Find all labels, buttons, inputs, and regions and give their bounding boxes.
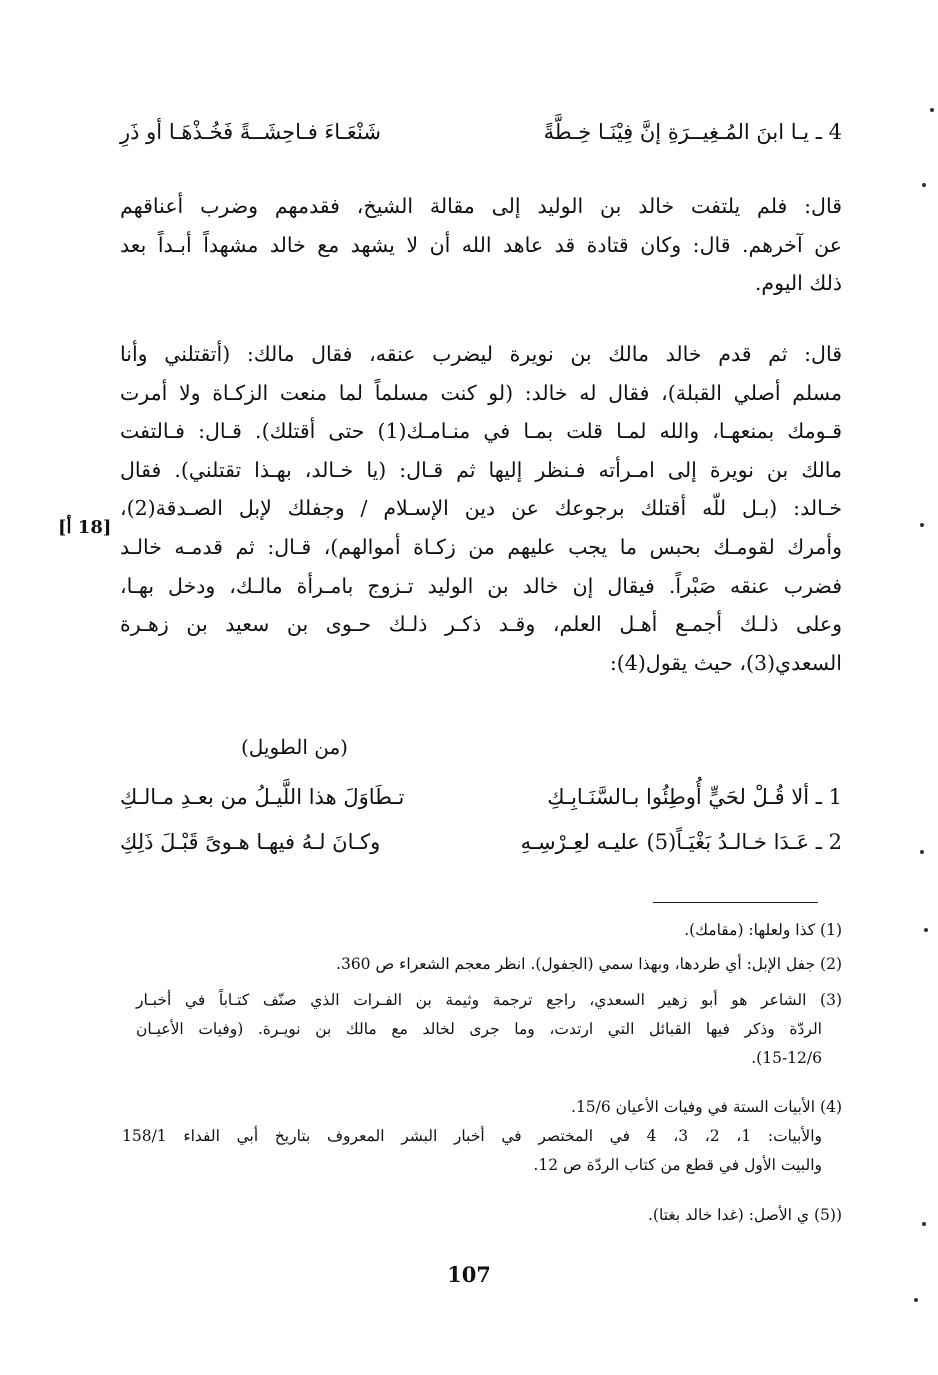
paragraph-2-line: قـومك بمنعهـا، والله لمـا قلت بمـا في منـامـك(1) حتى أقتلك). قـال: فـالتفت (120, 419, 843, 444)
scan-speck (922, 183, 926, 187)
footnote-line: (1) كذا ولعلها: (مقامك). (684, 921, 842, 939)
paragraph-1 (120, 187, 842, 303)
paragraph-2-line: فضرب عنقه صَبْراً. فيقال إن خالد بن الوليد تـزوج بامـرأة مالـك، ودخل بهـا، (120, 573, 842, 598)
verse-4 (120, 120, 842, 160)
paragraph-2-line: مسلم أصلي القبلة)، فقال له خالد: (لو كنت مسلماً لما منعت الزكـاة ولا أمرت (120, 380, 842, 405)
verse-2-first-hemistich: 2 ـ عَـدَا خـالـدُ بَغْيَـاً(5) عليـه لعِـرْسِـهِ (520, 830, 842, 854)
paragraph-1-line: قال: فلم يلتفت خالد بن الوليد إلى مقالة الشيخ، فقدمهم وضرب أعناقهم (120, 194, 842, 218)
paragraph-2 (120, 335, 842, 682)
footnote-5 (136, 1201, 842, 1230)
paragraph-2-line: وعلى ذلـك أجمـع أهـل العلم، وقـد ذكـر ذلـك حـوى بن سعيد بن زهـرة (120, 612, 842, 637)
paragraph-2-line: مالك بن نويرة إلى امـرأته فـنظر إليها ثم قـال: (يا خـالد، بهـذا تقتلني). فقال (120, 457, 842, 482)
margin-folio-reference: [18 أ] (58, 517, 112, 538)
scan-speck (920, 850, 924, 854)
paragraph-2-line: وأمرك لقومـك بحبس ما يجب عليهم من زكـاة أموالهم)، قـال: ثم قدمـه خالـد (120, 534, 842, 559)
verse-4-first-hemistich: 4 ـ يـا ابنَ المُـغِيــرَةِ إنَّ فِيْنَـا خِـطَّةً (543, 120, 842, 144)
scan-speck (914, 1298, 918, 1302)
footnote-line: (4) الأبيات الستة في وفيات الأعيان 15/6. (571, 1098, 842, 1116)
verse-1-second-hemistich: تـطَاوَلَ هذا اللَّيـلُ من بعـدِ مـالـكِ (120, 785, 405, 809)
footnote-3 (136, 986, 842, 1073)
footnote-line: والأبيات: 1، 2، 3، 4 في المختصر في أخبار البشر المعروف بتاريخ أبي الفداء 158/1 (122, 1127, 823, 1145)
footnote-line: 15-12/6). (751, 1049, 822, 1067)
verse-2 (120, 830, 842, 870)
paragraph-1-line: ذلك اليوم. (754, 271, 842, 296)
scan-speck (920, 523, 924, 527)
verse-4-second-hemistich: شَنْعَـاءَ فـاحِشَــةً فَخُـذْهَـا أو ذَرِ (120, 120, 381, 144)
footnote-4 (122, 1093, 842, 1180)
scan-speck (922, 1222, 926, 1226)
paragraph-1-line: عن آخرهم. قال: وكان قتادة قد عاهد الله أن لا يشهد مع خالد مشهداً أبـداً بعد (120, 232, 842, 257)
paragraph-2-line: السعدي(3)، حيث يقول(4): (609, 650, 842, 675)
paragraph-2-line: خـالد: (بـل للّه أقتلك برجوعك عن دين الإسـلام / وجفلك لإبل الصـدقة(2)، (120, 496, 842, 521)
verse-2-second-hemistich: وكـانَ لـهُ فيهـا هـوىً قَبْـلَ ذَلِكِ (120, 830, 381, 854)
footnote-line: الردّة وذكر فيها القبائل التي ارتدت، وما جرى لخالد مع مالك بن نويـرة. (وفيات الأعيـان (136, 1020, 822, 1038)
footnote-separator (653, 902, 818, 903)
footnote-line: والبيت الأول في قطع من كتاب الردّة ص 12. (533, 1156, 822, 1174)
page-number: 107 (447, 1262, 491, 1287)
footnote-line: (2) جفل الإبل: أي طردها، وبهذا سمي (الجفول). انظر معجم الشعراء ص 360. (336, 955, 842, 973)
verse-1-first-hemistich: 1 ـ ألا قُـلْ لحَيٍّ أُوطِئُوا بـالسَّنَـابِـكِ (547, 785, 842, 809)
footnote-line: (3) الشاعر هو أبو زهير السعدي، راجع ترجمة وثيمة بن الفـرات الذي صنّف كتـاباً في أخبـار (136, 991, 842, 1009)
scan-speck (924, 928, 928, 932)
footnote-line: ((5) ي الأصل: (غدا خالد بغتا). (648, 1206, 842, 1224)
scan-speck (930, 108, 934, 112)
paragraph-2-line: قال: ثم قدم خالد مالك بن نويرة ليضرب عنقه، فقال مالك: (أتقتلني وأنا (120, 342, 842, 366)
verse-1 (120, 785, 842, 825)
footnote-1 (136, 916, 842, 945)
footnote-2 (136, 950, 842, 979)
meter-label: (من الطويل) (240, 735, 348, 759)
